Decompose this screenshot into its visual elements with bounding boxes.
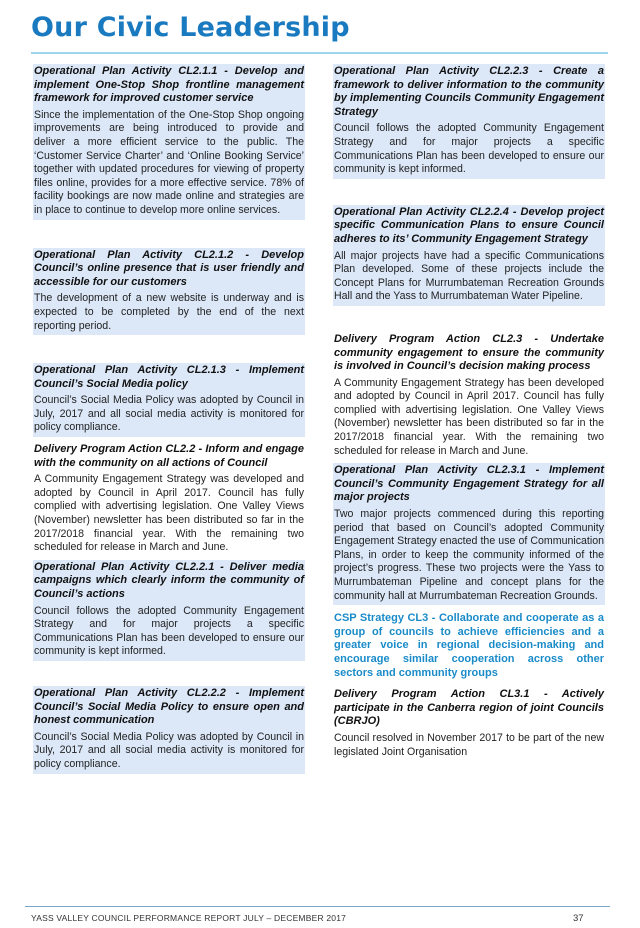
section-body: Council resolved in November 2017 to be part of the new legislated Joint Organisation — [334, 731, 604, 758]
section-heading: Operational Plan Activity CL2.1.3 - Implement Council’s Social Media policy — [34, 364, 304, 390]
section-heading: Delivery Program Action CL2.2 - Inform and engage with the community on all actions of Council — [34, 443, 304, 469]
section-cl2-3 — [333, 332, 605, 460]
section-cl2-2-4 — [333, 205, 605, 306]
section-heading: Delivery Program Action CL2.3 - Undertake community engagement to ensure the community is involved in Council’s decision making process — [334, 332, 604, 373]
section-cl2-1-2 — [33, 248, 305, 336]
section-body: A Community Engagement Strategy was developed and adopted by Council in April 2017. Council has fully complied with advertising legislation. One Valley Views (November) newsletter has been distributed so far in the 2017/2018 financial year. With the remaining two scheduled for release in March and June. — [34, 473, 304, 554]
section-cl2-2-1 — [33, 560, 305, 661]
left-column — [33, 64, 305, 774]
section-body: Two major projects commenced during this reporting period that based on Council’s adopted Community Engagement Strategy enacted the use of Communication Plans, in order to keep the community informed of the project’s progress. These two projects were the Yass to Murrumbateman Pipeline and concept plans for the community hall at Murrumbateman Recreation Grounds. — [334, 508, 604, 602]
section-cl3-1 — [333, 687, 605, 761]
right-column — [333, 64, 605, 761]
section-body: A Community Engagement Strategy has been developed and adopted by Council in April 2017. Council has fully complied with advertising legislation. One Valley Views (November) newsletter has been distributed so far in the 2017/2018 financial year. With the remaining two scheduled for release in March and June. — [334, 376, 604, 457]
section-heading: Operational Plan Activity CL2.1.1 - Develop and implement One-Stop Shop frontline management framework for improved customer service — [34, 65, 304, 105]
section-body: Council’s Social Media Policy was adopted by Council in July, 2017 and all social media activity is monitored for policy compliance. — [34, 730, 304, 770]
section-heading: Operational Plan Activity CL2.2.1 - Deliver media campaigns which clearly inform the community of Council’s actions — [34, 560, 304, 600]
section-cl2-1-1 — [33, 64, 305, 220]
section-body: Council follows the adopted Community Engagement Strategy and for major projects a specific Communications Plan has been developed to ensure our community is kept informed. — [334, 122, 604, 176]
section-cl2-3-1 — [333, 463, 605, 605]
csp-strategy-cl3: CSP Strategy CL3 - Collaborate and cooperate as a group of councils to achieve efficiencies and a greater voice in regional decision-making and encourage similar cooperation across other sectors and community groups — [334, 612, 604, 679]
section-body: Since the implementation of the One-Stop Shop ongoing improvements are being introduced to provide and deliver a more efficient service to the public. The ‘Customer Service Charter’ and ‘Online Booking Service’ together with updated procedures for viewing of property files online, provides for a more effective service. 78% of facility bookings are now made online and strategies are in place to continue to develop more online services. — [34, 108, 304, 216]
section-heading: Operational Plan Activity CL2.2.4 - Develop project specific Communication Plans to ensure Council adheres to its’ Community Engagement Strategy — [334, 205, 604, 245]
section-body: All major projects have had a specific Communications Plan developed. Some of these projects include the Concept Plans for Murrumbateman Recreation Grounds Hall and the Yass to Murrumbateman Water Pipeline. — [334, 249, 604, 303]
section-heading: Operational Plan Activity CL2.1.2 - Develop Council’s online presence that is user friendly and accessible for our customers — [34, 248, 304, 288]
title-divider — [31, 52, 608, 54]
footer-title: YASS VALLEY COUNCIL PERFORMANCE REPORT JULY – DECEMBER 2017 — [31, 913, 347, 923]
section-cl2-1-3 — [33, 363, 305, 437]
section-cl2-2-2 — [33, 686, 305, 774]
section-body: The development of a new website is underway and is expected to be completed by the end of the next reporting period. — [34, 292, 304, 332]
section-heading: Operational Plan Activity CL2.2.2 - Implement Council’s Social Media Policy to ensure open and honest communication — [34, 686, 304, 727]
section-body: Council follows the adopted Community Engagement Strategy and for major projects a specific Communications Plan has been developed to ensure our community is kept informed. — [34, 604, 304, 658]
section-heading: Operational Plan Activity CL2.2.3 - Create a framework to deliver information to the community by implementing Councils Community Engagement Strategy — [334, 65, 604, 118]
section-cl2-2-3 — [333, 64, 605, 179]
footer-divider — [25, 906, 610, 907]
section-heading: Delivery Program Action CL3.1 - Actively participate in the Canberra region of joint Councils (CBRJO) — [334, 688, 604, 728]
section-body: Council’s Social Media Policy was adopted by Council in July, 2017 and all social media activity is monitored for policy compliance. — [34, 394, 304, 434]
section-cl2-2 — [33, 442, 305, 557]
page-number: 37 — [573, 913, 584, 924]
page-title: Our Civic Leadership — [31, 12, 350, 43]
section-heading: Operational Plan Activity CL2.3.1 - Implement Council’s Community Engagement Strategy for all major projects — [334, 464, 604, 504]
